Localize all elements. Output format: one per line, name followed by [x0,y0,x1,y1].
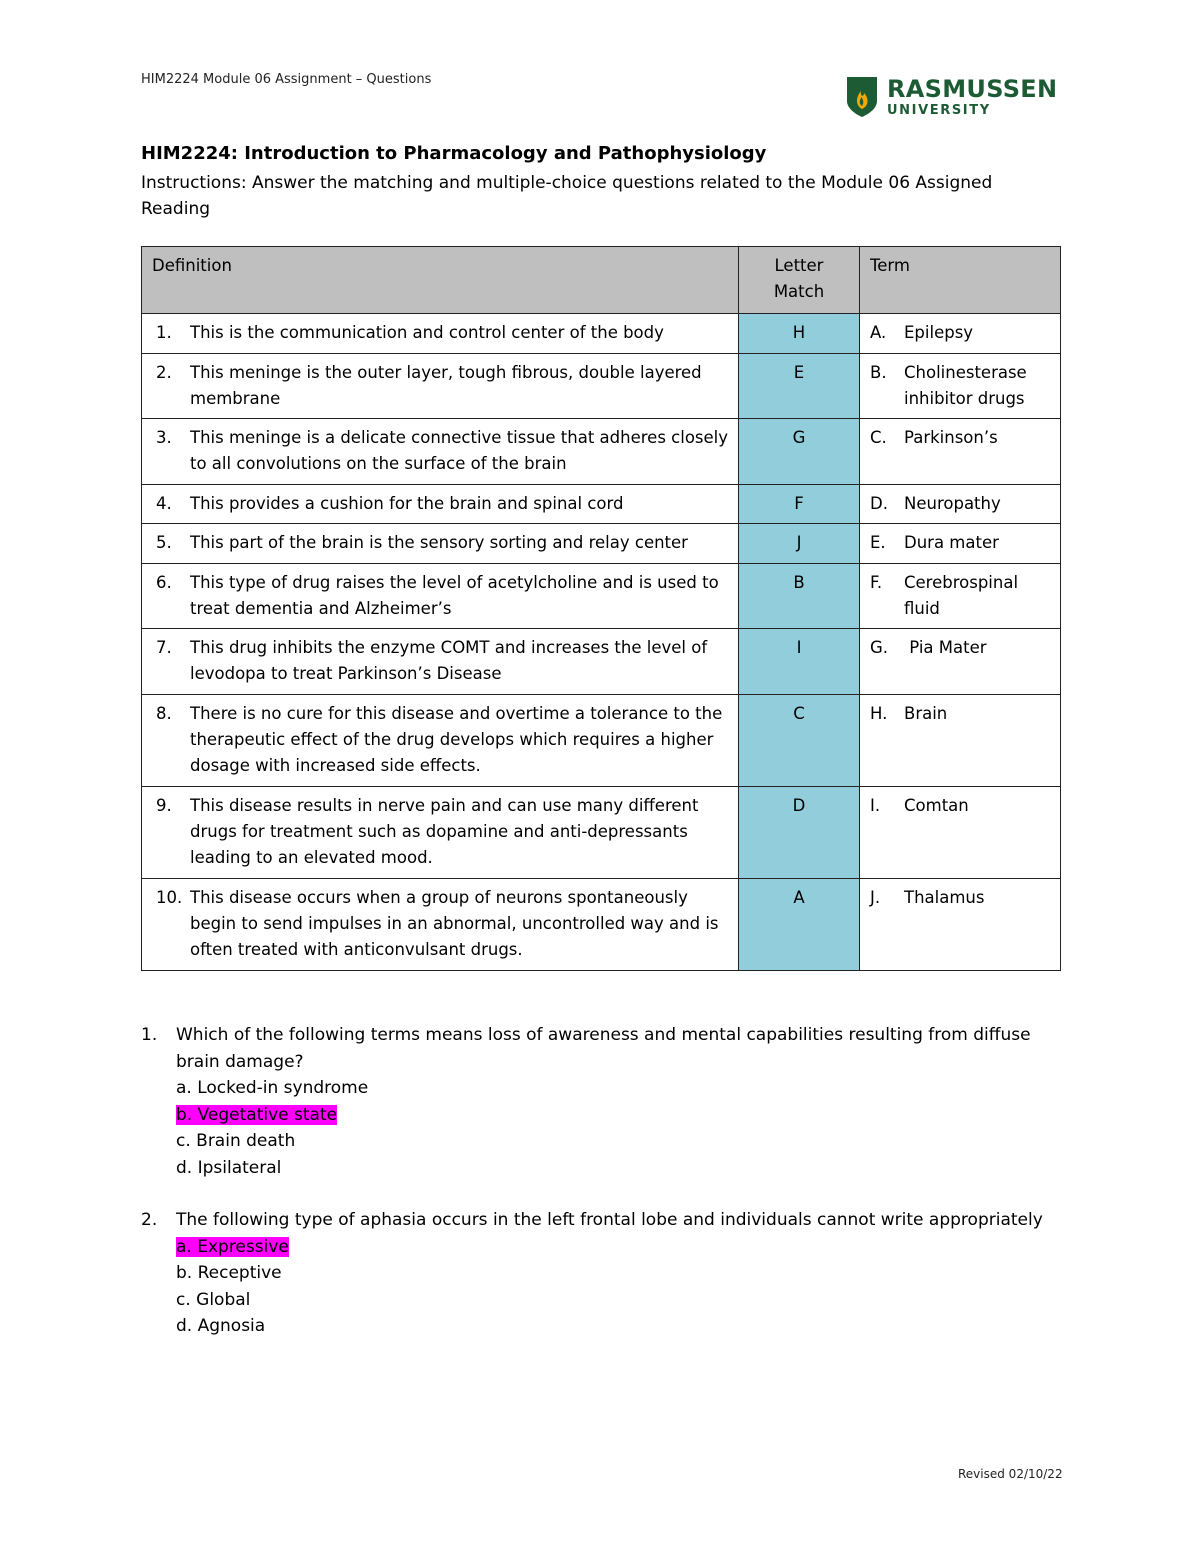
term-cell [860,485,1061,524]
term-cell [860,695,1061,787]
term-cell [860,354,1061,419]
definition-cell [142,524,739,564]
definition-number: 6. [156,573,172,592]
table-row [142,419,1061,485]
term-text: Thalamus [904,888,985,907]
option-line [176,1102,1061,1129]
definition-cell [142,314,739,354]
definition-cell [142,354,739,419]
letter-match-cell: G [739,419,860,485]
question-item [141,1207,1061,1340]
definition-number: 3. [156,428,172,447]
option-line [176,1260,1061,1287]
definition-text: This disease occurs when a group of neurons spontaneously begin to send impulses in an abnormal, uncontrolled way and is often treated with anticonvulsant drugs. [190,888,719,959]
option-line [176,1128,1061,1155]
table-header-row [142,247,1061,314]
rasmussen-logo [845,75,1057,119]
term-cell [860,629,1061,695]
term-text: Dura mater [904,533,999,552]
definition-text: This disease results in nerve pain and can use many different drugs for treatment such as dopamine and anti-depressants leading to an elevated mood. [190,796,699,867]
option-line [176,1155,1061,1182]
question-number: 2. [141,1210,158,1230]
letter-match-cell: B [739,564,860,629]
term-cell [860,419,1061,485]
table-row [142,695,1061,787]
table-row [142,524,1061,564]
letter-match-header: Letter Match [739,247,860,314]
term-letter: G. [870,638,889,657]
definition-cell [142,564,739,629]
term-letter: A. [870,323,887,342]
term-cell [860,879,1061,971]
term-cell [860,314,1061,354]
answer-option: a. Locked-in syndrome [176,1078,369,1098]
answer-option: b. Receptive [176,1263,282,1283]
definition-number: 1. [156,323,172,342]
term-text: Cholinesterase inhibitor drugs [904,363,1032,408]
letter-match-cell: C [739,695,860,787]
term-cell [860,787,1061,879]
definition-text: This drug inhibits the enzyme COMT and increases the level of levodopa to treat Parkinson’s Disease [190,638,708,683]
term-letter: I. [870,796,881,815]
term-text: Epilepsy [904,323,974,342]
definition-number: 5. [156,533,172,552]
term-letter: D. [870,494,888,513]
definition-cell [142,879,739,971]
term-letter: E. [870,533,886,552]
term-text: Comtan [904,796,969,815]
letter-match-cell: H [739,314,860,354]
term-header: Term [860,247,1061,314]
flame-shield-icon [845,75,879,119]
definition-cell [142,629,739,695]
term-letter: F. [870,573,883,592]
answer-option: c. Brain death [176,1131,296,1151]
definition-text: This meninge is the outer layer, tough fibrous, double layered membrane [190,363,702,408]
answer-option: d. Agnosia [176,1316,266,1336]
definition-cell [142,787,739,879]
definition-text: There is no cure for this disease and overtime a tolerance to the therapeutic effect of the drug develops which requires a higher dosage with increased side effects. [190,704,723,775]
term-text: Cerebrospinal fluid [904,573,1024,618]
term-letter: H. [870,704,888,723]
letter-match-cell: E [739,354,860,419]
term-cell [860,524,1061,564]
letter-match-cell: J [739,524,860,564]
question-item [141,1022,1061,1181]
table-row [142,787,1061,879]
term-text: Pia Mater [904,638,987,657]
document-header-label: HIM2224 Module 06 Assignment – Questions [141,72,432,87]
highlighted-answer: a. Expressive [176,1236,289,1257]
table-row [142,879,1061,971]
term-text: Parkinson’s [904,428,998,447]
table-row [142,354,1061,419]
table-row [142,629,1061,695]
answer-option: d. Ipsilateral [176,1157,282,1178]
letter-match-cell: D [739,787,860,879]
term-text: Brain [904,704,948,723]
question-number: 1. [141,1025,158,1045]
revision-date: Revised 02/10/22 [958,1467,1063,1481]
logo-subtitle: UNIVERSITY [887,103,991,118]
definition-number: 10. [156,888,183,907]
answer-option: c. Global [176,1289,251,1310]
definition-text: This meninge is a delicate connective tissue that adheres closely to all convolutions on the surface of the brain [190,428,729,473]
table-row [142,314,1061,354]
option-line [176,1287,1061,1314]
letter-match-cell: I [739,629,860,695]
definition-number: 8. [156,704,172,723]
logo-name: RASMUSSEN [887,75,1058,103]
letter-match-cell: A [739,879,860,971]
definition-text: This is the communication and control center of the body [190,323,664,342]
definition-text: This provides a cushion for the brain and spinal cord [190,494,624,513]
multiple-choice-section [141,1022,1061,1366]
definition-text: This part of the brain is the sensory sorting and relay center [190,533,688,552]
letter-match-cell: F [739,485,860,524]
table-row [142,485,1061,524]
definition-number: 7. [156,638,172,657]
term-letter: B. [870,363,887,382]
option-line [176,1313,1061,1340]
option-line [176,1075,1061,1102]
term-text: Neuropathy [904,494,1001,513]
definition-cell [142,419,739,485]
definition-text: This type of drug raises the level of acetylcholine and is used to treat dementia and Alzheimer’s [190,573,719,618]
definition-number: 2. [156,363,172,382]
document-title: HIM2224: Introduction to Pharmacology and Pathophysiology [141,143,767,164]
instructions: Instructions: Answer the matching and multiple-choice questions related to the Module 06 Assigned Reading [141,173,993,219]
matching-table [141,246,1061,971]
term-cell [860,564,1061,629]
question-text: The following type of aphasia occurs in the left frontal lobe and individuals cannot write appropriately [176,1210,1043,1230]
definition-header: Definition [142,247,739,314]
question-text: Which of the following terms means loss of awareness and mental capabilities resulting from diffuse brain damage? [176,1025,1031,1072]
highlighted-answer: b. Vegetative state [176,1104,338,1125]
option-line [176,1234,1061,1261]
table-row [142,564,1061,629]
definition-cell [142,695,739,787]
definition-number: 9. [156,796,172,815]
term-letter: C. [870,428,887,447]
definition-cell [142,485,739,524]
definition-number: 4. [156,494,172,513]
term-letter: J. [870,888,881,907]
